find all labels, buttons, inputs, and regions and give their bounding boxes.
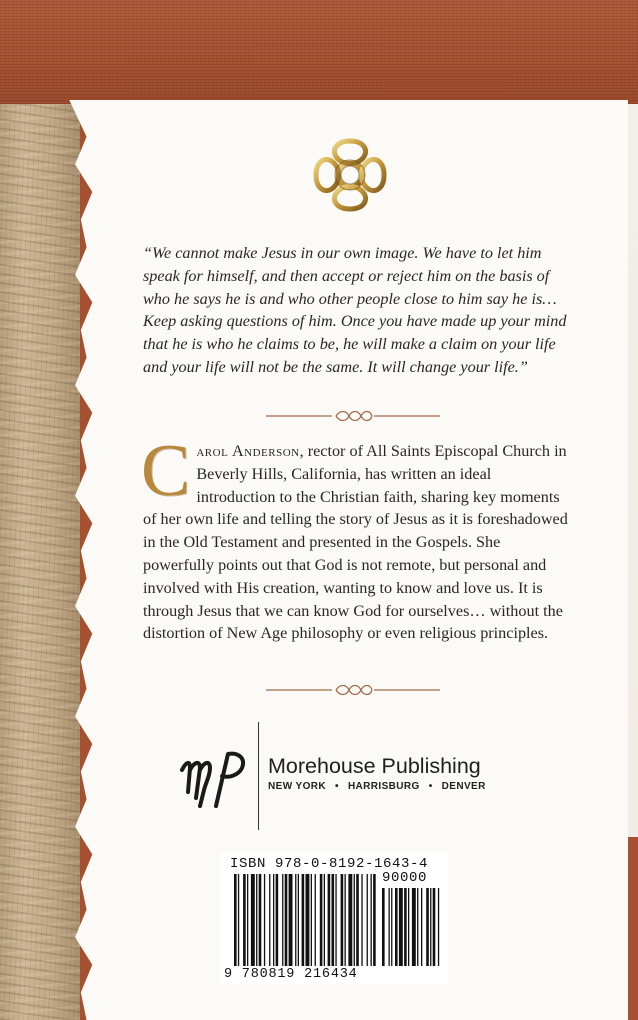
- barcode-bar: [264, 874, 265, 966]
- barcode-bar: [295, 874, 296, 966]
- ean-number: 9 780819 216434: [224, 967, 358, 982]
- price-code: 90000: [382, 870, 428, 886]
- addon-barcode-bar: [421, 888, 422, 966]
- barcode-bar: [367, 874, 368, 966]
- city-separator: •: [335, 781, 339, 792]
- barcode-bar: [269, 874, 270, 966]
- publisher-name: Morehouse Publishing: [268, 754, 481, 778]
- city-separator: •: [428, 781, 433, 792]
- city-new-york: NEW YORK: [268, 781, 327, 792]
- barcode-bar: [348, 874, 352, 966]
- addon-barcode-bar: [408, 888, 409, 966]
- addon-barcode-bar: [430, 888, 431, 966]
- barcode-bar: [328, 874, 331, 966]
- publisher-cities: [268, 781, 508, 792]
- publisher-logo-icon: [176, 740, 250, 814]
- barcode-bar: [234, 874, 237, 966]
- top-color-band: [0, 0, 638, 104]
- ornamental-divider-icon: [266, 682, 440, 698]
- barcode-bar: [256, 874, 257, 966]
- addon-barcode-bar: [438, 888, 439, 966]
- addon-barcode-bar: [395, 888, 398, 966]
- addon-barcode-bar: [399, 888, 403, 966]
- publisher-divider: [258, 722, 259, 830]
- addon-barcode-bar: [433, 888, 436, 966]
- addon-barcode-bar: [389, 888, 390, 966]
- city-harrisburg: HARRISBURG: [347, 781, 420, 792]
- drop-cap: C: [141, 430, 191, 512]
- barcode-bar: [285, 874, 288, 966]
- barcode-bar: [371, 874, 372, 966]
- addon-barcode-bar: [382, 888, 385, 966]
- barcode-bar: [238, 874, 239, 966]
- addon-barcode-bar: [404, 888, 407, 966]
- barcode-bar: [259, 874, 262, 966]
- city-denver: DENVER: [441, 781, 486, 792]
- barcode-bar: [335, 874, 336, 966]
- barcode-bar: [345, 874, 346, 966]
- barcode-bar: [324, 874, 325, 966]
- barcode-bar: [282, 874, 283, 966]
- barcode-bar: [247, 874, 248, 966]
- celtic-knot-icon: [312, 137, 388, 213]
- barcode-bar: [243, 874, 246, 966]
- barcode-bar: [298, 874, 299, 966]
- pull-quote: “We cannot make Jesus in our own image. We have to let him speak for himself, and then accept or reject him on the basis of who he says he is and who other people close to him say he is… Keep asking questions of him. Once you have made up your mind that he is who he claims to be, he will make a claim on your life and your life will not be the same. It will change your life.”: [143, 244, 567, 376]
- ornamental-divider-icon: [266, 408, 440, 424]
- wood-texture-edge: [0, 104, 80, 1020]
- barcode-bar: [373, 874, 376, 966]
- author-bio: [141, 430, 573, 645]
- barcode-bar: [302, 874, 305, 966]
- barcode-bar: [276, 874, 279, 966]
- addon-barcode-bar: [426, 888, 429, 966]
- barcode-bar: [315, 874, 316, 966]
- bio-text: , rector of All Saints Episcopal Church in Beverly Hills, California, has written an ideal introduction to the Christian faith, sharing key moments of her own life and telling the story of Jesus as it is foreshadowed in the Old Testament and presented in the Gospels. She powerfully points out that God is not remote, but personal and involved with His creation, wanting to know and love us. It is through Jesus that we can know God for ourselves… without the distortion of New Age philosophy or even religious principles.: [143, 442, 568, 643]
- addon-barcode-bar: [391, 888, 392, 966]
- barcode-bar: [273, 874, 274, 966]
- barcode-bar: [332, 874, 335, 966]
- barcode-bar: [354, 874, 355, 966]
- barcode-bar: [251, 874, 255, 966]
- barcode-bar: [306, 874, 310, 966]
- barcode-bar: [341, 874, 344, 966]
- barcode-bar: [356, 874, 359, 966]
- isbn-number: ISBN 978-0-8192-1643-4: [230, 856, 429, 872]
- addon-barcode-bar: [412, 888, 416, 966]
- barcode-bar: [311, 874, 312, 966]
- author-name: arol Anderson: [196, 442, 300, 460]
- addon-barcode-bar: [417, 888, 418, 966]
- barcode-bar: [289, 874, 293, 966]
- barcode-block: [220, 852, 448, 984]
- barcode-bar: [320, 874, 323, 966]
- barcode-bar: [361, 874, 362, 966]
